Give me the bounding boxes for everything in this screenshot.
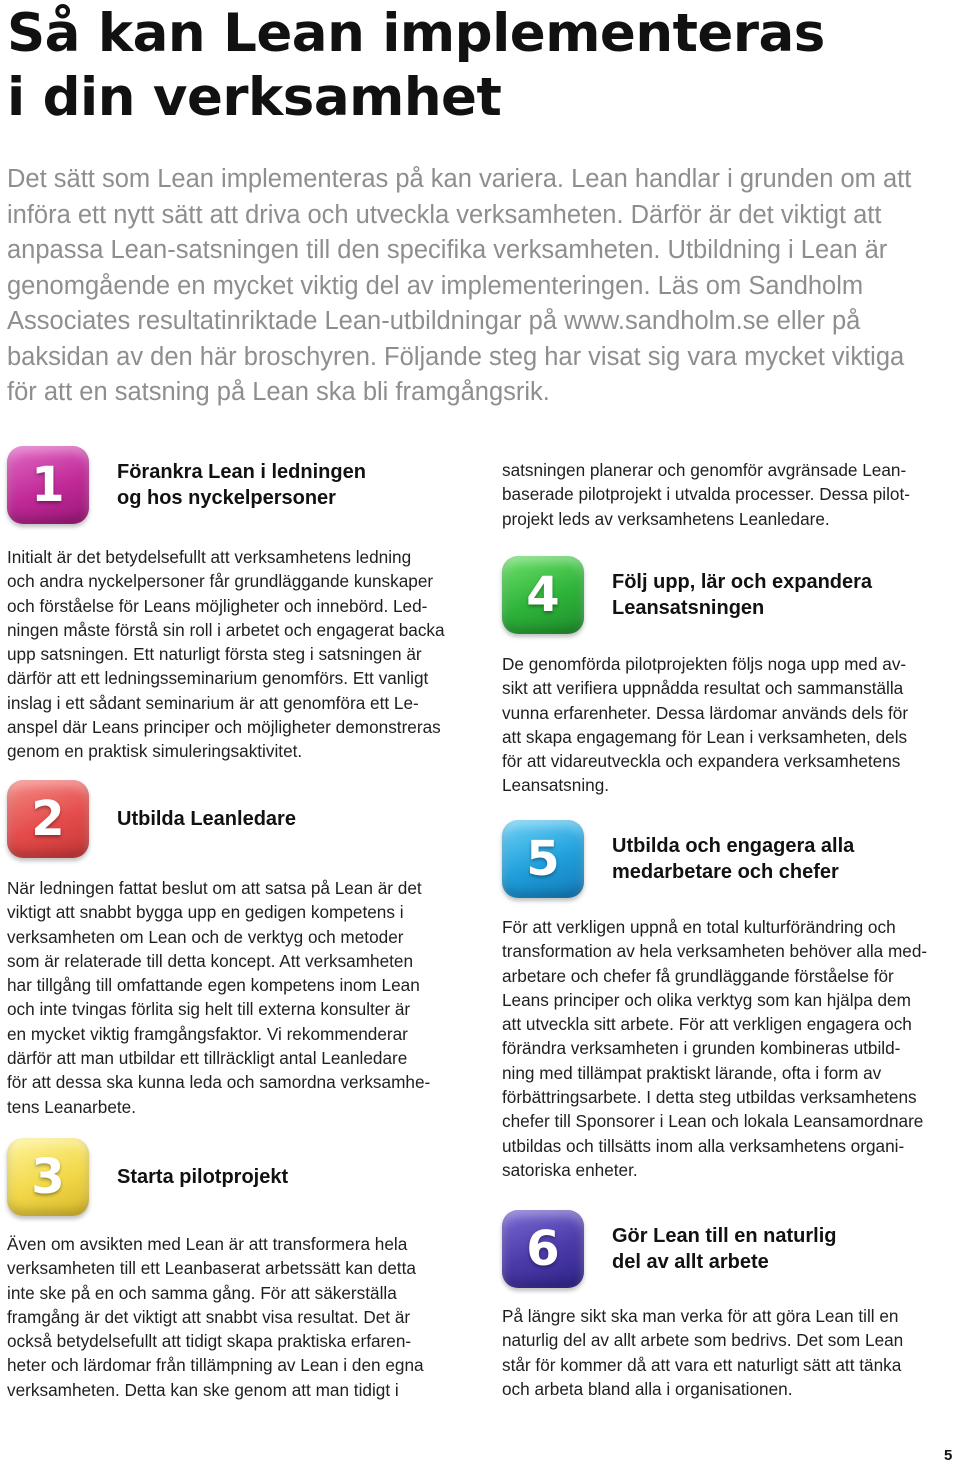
step-body (7, 545, 465, 764)
step-header (7, 1138, 465, 1220)
step-title (612, 1210, 952, 1288)
body-line: har tillgång till omfattande egen kompetens inom Lean (7, 975, 420, 996)
body-line: sikt att verifiera uppnådda resultat och sammanställa (502, 678, 904, 699)
body-line: Även om avsikten med Lean är att transformera hela (7, 1234, 408, 1254)
body-line: står för kommer då att vara ett naturligt sätt att tänka (502, 1354, 902, 1375)
body-line: Initialt är det betydelsefullt att verksamhetens ledning (7, 547, 412, 567)
step-title-text: Utbilda och engagera alla medarbetare och chefer (612, 835, 855, 883)
body-line: projekt leds av verksamhetens Leanledare. (502, 508, 830, 529)
body-line: genom en praktisk simuleringsaktivitet. (7, 741, 303, 762)
body-line: inslag i ett sådant seminarium är att genomföra ett Le- (7, 692, 419, 713)
step-title (117, 780, 457, 858)
intro-line: anpassa Lean-satsningen till den specifika verksamheten. Utbildning i Lean är (7, 236, 888, 264)
body-line: naturlig del av allt arbete som bedrivs. Det som Lean (502, 1330, 904, 1351)
step-title (612, 556, 952, 634)
step-number-badge: 6 (502, 1210, 584, 1288)
step-title-text: Utbilda Leanledare (117, 808, 296, 830)
step-3 (7, 1138, 465, 1402)
intro-line: införa ett nytt sätt att driva och utveckla verksamheten. Därför är det viktigt att (7, 200, 882, 229)
body-line: ning med tillämpat praktiskt lärande, ofta i form av (502, 1062, 882, 1083)
body-line: därför att ett ledningsseminarium genomförs. Ett vanligt (7, 668, 429, 689)
step-2 (7, 780, 465, 1119)
body-line: tens Leanarbete. (7, 1096, 137, 1117)
intro-line: Associates resultatinriktade Lean-utbildningar på www.sandholm.se eller på (7, 307, 861, 335)
step-header (502, 820, 960, 902)
body-line: viktigt att snabbt bygga upp en gedigen kompetens i (7, 902, 404, 923)
step-number-badge: 1 (7, 446, 89, 524)
step-title (612, 820, 952, 898)
step-header (7, 780, 465, 862)
step-4 (502, 556, 960, 798)
body-line: arbetare och chefer få grundläggande förståelse för (502, 965, 894, 986)
body-line: verksamheten om Lean och de verktyg och metoder (7, 926, 404, 947)
intro-line: för att en satsning på Lean ska bli framgångsrik. (7, 378, 550, 406)
body-line: satsningen planerar och genomför avgränsade Lean- (502, 460, 907, 480)
body-line: också betydelsefullt att tidigt skapa praktiska erfaren- (7, 1331, 412, 1352)
body-line: för att dessa ska kunna leda och samordna verksamhe- (7, 1072, 431, 1093)
page-number: 5 (944, 1447, 953, 1464)
body-line: för att vidareutveckla och expandera verksamhetens (502, 751, 901, 772)
body-line: därför att man utbildar ett tillräckligt antal Leanledare (7, 1048, 408, 1069)
body-line: verksamheten. Detta kan ske genom att man tidigt i (7, 1379, 399, 1400)
step-title (117, 1138, 457, 1216)
step-header (7, 446, 465, 528)
body-line: en mycket viktig framgångsfaktor. Vi rekommenderar (7, 1023, 408, 1044)
step-title-text: Följ upp, lär och expandera Leansatsningen (612, 571, 873, 619)
body-line: inte ske på en och samma gång. För att säkerställa (7, 1282, 397, 1303)
step-body (502, 1304, 960, 1401)
intro-line: baksidan av den här broschyren. Följande steg har visat sig vara mycket viktiga (7, 342, 905, 371)
body-line: utbildas och tillsätts inom alla verksamhetens organi- (502, 1135, 905, 1156)
step-header (502, 556, 960, 638)
body-line: För att verkligen uppnå en total kulturförändring och (502, 917, 896, 937)
body-line: och inte tvingas förlita sig helt till externa konsulter är (7, 999, 411, 1020)
body-line: och andra nyckelpersoner får grundläggande kunskaper (7, 571, 434, 592)
step-1 (7, 446, 465, 764)
step-body (7, 876, 465, 1119)
step-title-text: Förankra Lean i ledningen og hos nyckelpersoner (117, 461, 366, 509)
body-line: som är relaterade till detta koncept. Att verksamheten (7, 950, 414, 971)
body-line: baserade pilotprojekt i utvalda processer. Dessa pilot- (502, 484, 910, 505)
body-line: framgång är det viktigt att snabbt visa resultat. Det är (7, 1306, 411, 1327)
page-title-line: Så kan Lean implementeras (7, 3, 825, 64)
body-line: anspel där Leans principer och möjligheter demonstreras (7, 717, 441, 738)
step-number-badge: 5 (502, 820, 584, 898)
step-title-text: Gör Lean till en naturlig del av allt arbete (612, 1225, 837, 1273)
step-number-badge: 2 (7, 780, 89, 858)
step-number-badge: 4 (502, 556, 584, 634)
step-body (502, 652, 960, 798)
body-line: verksamheten till ett Leanbaserat arbetssätt kan detta (7, 1258, 416, 1279)
body-line: transformation av hela verksamheten behöver alla med- (502, 941, 928, 962)
body-line: På längre sikt ska man verka för att göra Lean till en (502, 1306, 899, 1326)
body-line: förbättringsarbete. I detta steg utbildas verksamhetens (502, 1087, 917, 1108)
body-line: Leans principer och olika verktyg som kan hjälpa dem (502, 989, 911, 1010)
step-header (502, 1210, 960, 1292)
step-3-continued-body (502, 458, 960, 531)
body-line: förändra verksamheten i grunden kombineras utbild- (502, 1038, 901, 1059)
step-5 (502, 820, 960, 1182)
body-line: När ledningen fattat beslut om att satsa på Lean är det (7, 878, 422, 898)
body-line: och förståelse för Leans möjligheter och innebörd. Led- (7, 595, 428, 616)
page-title (7, 2, 947, 130)
body-line: att utveckla sitt arbete. För att verkligen engagera och (502, 1014, 912, 1035)
body-line: Leansatsning. (502, 775, 610, 796)
step-body (502, 915, 960, 1182)
body-line: chefer till Sponsorer i Lean och lokala Leansamordnare (502, 1111, 924, 1132)
body-line: De genomförda pilotprojekten följs noga upp med av- (502, 654, 907, 674)
body-line: att skapa engagemang för Lean i verksamheten, dels (502, 726, 908, 747)
body-line: satoriska enheter. (502, 1159, 638, 1180)
step-title-text: Starta pilotprojekt (117, 1166, 289, 1188)
body-line: heter och lärdomar från tillämpning av Lean i den egna (7, 1355, 424, 1376)
intro-line: Det sätt som Lean implementeras på kan variera. Lean handlar i grunden om att (7, 165, 912, 193)
body-line: ningen måste förstå sin roll i arbetet och engagerat backa (7, 619, 445, 640)
page-title-line: i din verksamhet (7, 67, 502, 128)
step-number-badge: 3 (7, 1138, 89, 1216)
step-6 (502, 1210, 960, 1401)
body-line: upp satsningen. Ett naturligt första steg i satsningen är (7, 644, 422, 665)
body-line: vunna erfarenheter. Dessa lärdomar används dels för (502, 702, 909, 723)
step-title (117, 446, 457, 524)
step-body (7, 1232, 465, 1402)
intro-paragraph (7, 162, 952, 411)
intro-line: genomgående en mycket viktig del av implementeringen. Läs om Sandholm (7, 271, 864, 300)
body-line: och arbeta bland alla i organisationen. (502, 1378, 793, 1399)
